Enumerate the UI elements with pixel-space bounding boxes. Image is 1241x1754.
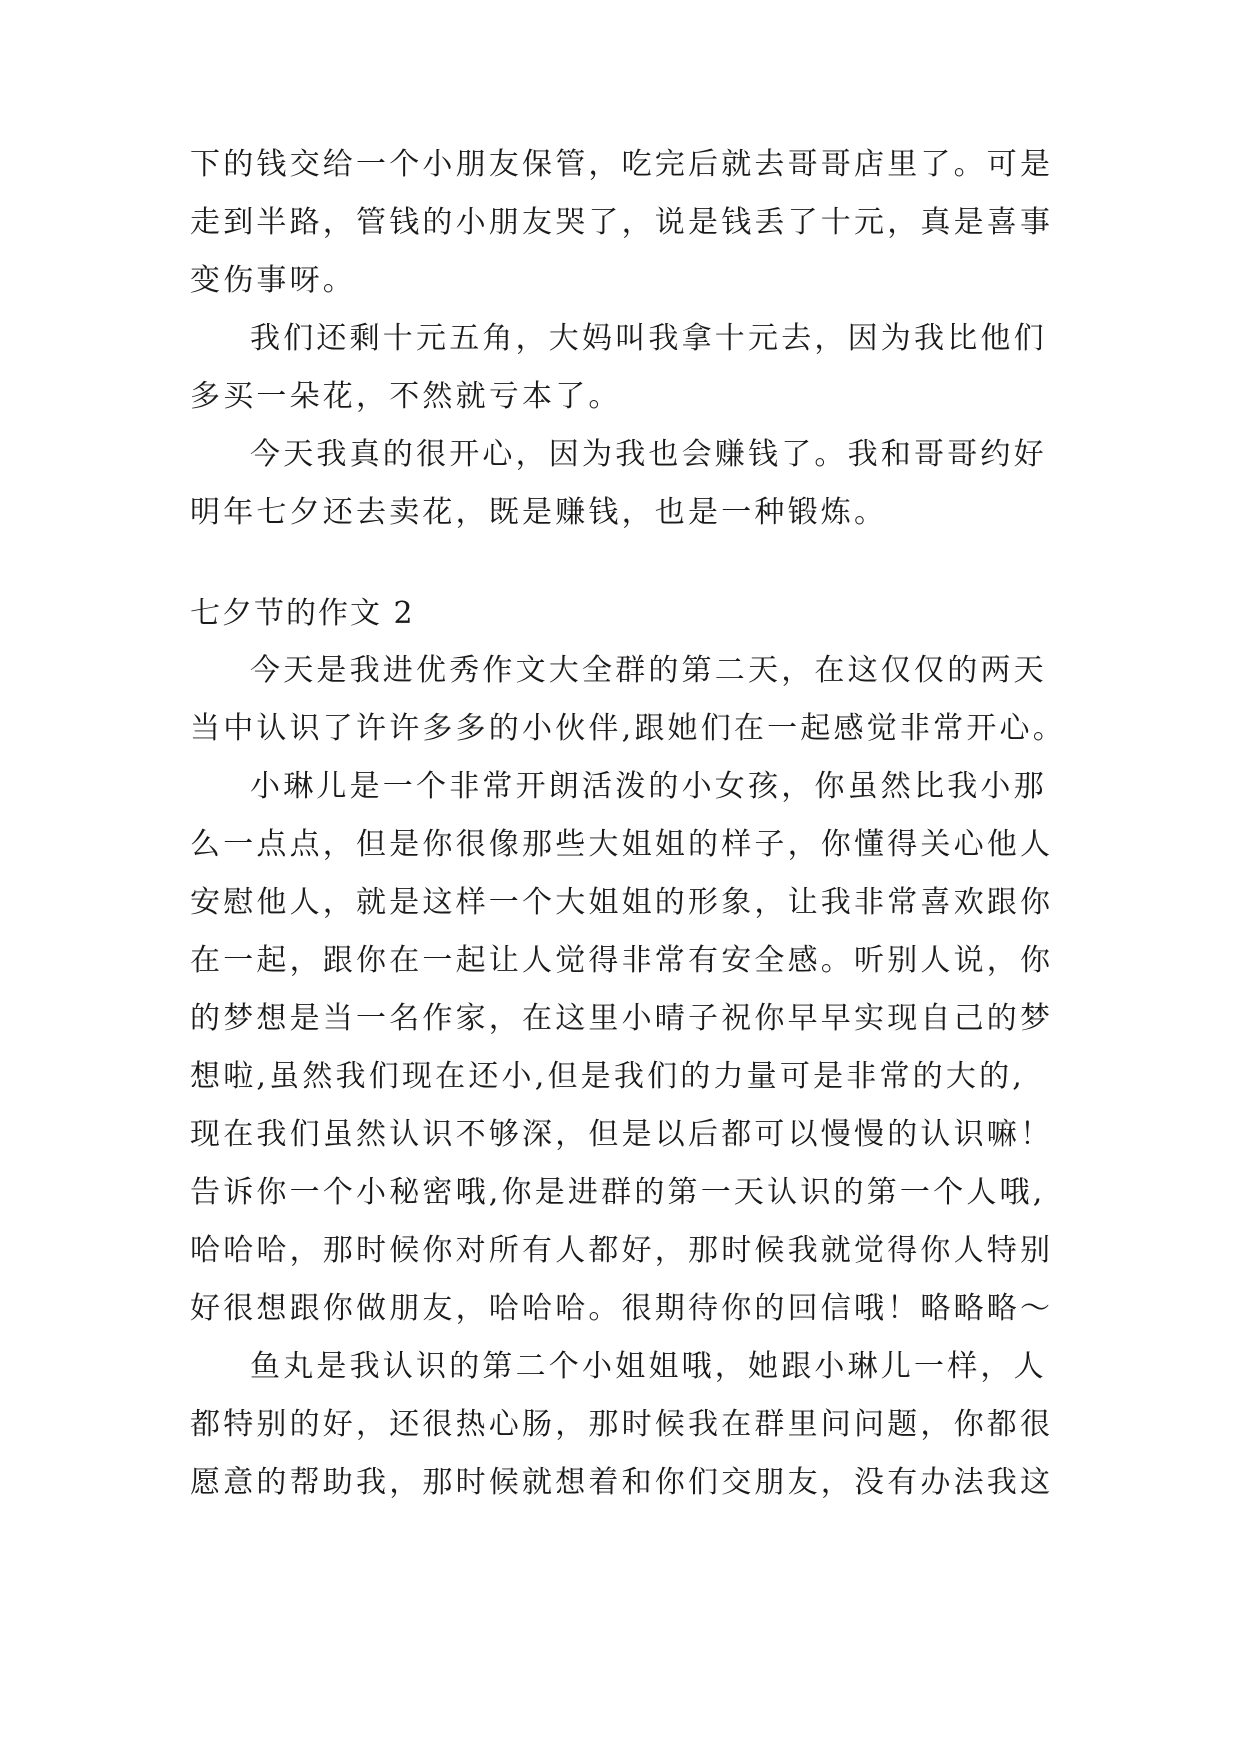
paragraph-line: 明年七夕还去卖花，既是赚钱，也是一种锻炼。 xyxy=(190,495,888,530)
paragraph-line: 变伤事呀。 xyxy=(190,263,356,298)
paragraph-line: 我们还剩十元五角，大妈叫我拿十元去，因为我比他们 xyxy=(250,321,1047,356)
paragraph-line: 想啦,虽然我们现在还小,但是我们的力量可是非常的大的, xyxy=(190,1059,1026,1094)
paragraph-line: 在一起，跟你在一起让人觉得非常有安全感。听别人说，你 xyxy=(190,943,1054,978)
paragraph-line: 今天是我进优秀作文大全群的第二天，在这仅仅的两天 xyxy=(250,653,1047,688)
paragraph-line: 多买一朵花，不然就亏本了。 xyxy=(190,379,622,414)
paragraph-line: 下的钱交给一个小朋友保管，吃完后就去哥哥店里了。可是 xyxy=(190,147,1054,182)
paragraph-line: 现在我们虽然认识不够深，但是以后都可以慢慢的认识嘛！ xyxy=(190,1117,1054,1152)
paragraph-line: 走到半路，管钱的小朋友哭了，说是钱丢了十元，真是喜事 xyxy=(190,205,1054,240)
paragraph-line: 么一点点，但是你很像那些大姐姐的样子，你懂得关心他人 xyxy=(190,827,1054,862)
paragraph-line: 愿意的帮助我，那时候就想着和你们交朋友，没有办法我这 xyxy=(190,1465,1054,1500)
paragraph-line: 的梦想是当一名作家，在这里小晴子祝你早早实现自己的梦 xyxy=(190,1001,1054,1036)
paragraph-line: 今天我真的很开心，因为我也会赚钱了。我和哥哥约好 xyxy=(250,437,1047,472)
paragraph-line: 都特别的好，还很热心肠，那时候我在群里问问题，你都很 xyxy=(190,1407,1054,1442)
paragraph-line: 好很想跟你做朋友，哈哈哈。很期待你的回信哦！略略略～ xyxy=(190,1291,1054,1326)
paragraph-line: 哈哈哈，那时候你对所有人都好，那时候我就觉得你人特别 xyxy=(190,1233,1054,1268)
paragraph-line: 小琳儿是一个非常开朗活泼的小女孩，你虽然比我小那 xyxy=(250,769,1047,804)
section-title: 七夕节的作文 2 xyxy=(190,596,415,631)
paragraph-line: 告诉你一个小秘密哦,你是进群的第一天认识的第一个人哦, xyxy=(190,1175,1046,1210)
paragraph-line: 当中认识了许许多多的小伙伴,跟她们在一起感觉非常开心。 xyxy=(190,711,1066,746)
paragraph-line: 安慰他人，就是这样一个大姐姐的形象，让我非常喜欢跟你 xyxy=(190,885,1054,920)
paragraph-line: 鱼丸是我认识的第二个小姐姐哦，她跟小琳儿一样，人 xyxy=(250,1349,1047,1384)
